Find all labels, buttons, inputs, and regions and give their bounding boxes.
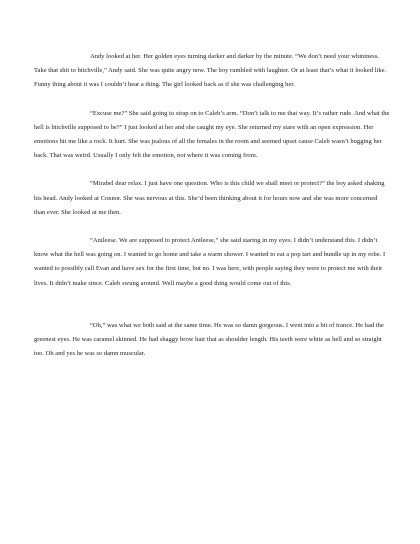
paragraph-3: “Mirabel dear relax. I just have one question. Who is this child we shall meet or protect?” the boy asked shaking his head. Andy looked at Connor. She was nervous at this. She’d been thinking about it for hours now and she was more concerned than ever. She looked at me then.: [34, 180, 385, 216]
paragraph-1: Andy looked at her. Her golden eyes turning darker and darker by the minute. “We don’t need your whininess. Take that shit to bitchville,” Andy said. She was quite angry now. The boy rumbled with laughter. Or at least that’s what it looked like. Funny thing about it was I couldn’t hear a thing. The girl looked back as if she was challenging her.: [34, 53, 387, 89]
paragraph-4: “Anileese. We are supposed to protect Anileese,” she said staring in my eyes. I didn’t understand this. I didn’t know what the hell was going on. I wanted to go home and take a warm shower. I wanted to eat a pop tart and bundle up in my robe. I wanted to possibly call Evan and have sex for the first time, but no. I was here, with people saying they were to protect me with their lives. It didn’t make since. Caleb swung around. Well maybe a good thing would come out of this.: [34, 237, 386, 287]
paragraph-5: “Oh,” was what we both said at the same time. He was so damn gorgeous. I went into a bit of trance. He had the greenest eyes. He was caramel skinned. He had shaggy brow hair that as shoulder length. His teeth were white as hell and so straight too. Oh and yes he was so damn muscular.: [34, 321, 384, 358]
document-body: [34, 50, 390, 361]
paragraph-2: “Excuse me?” She said going to strap on to Caleb’s arm. “Don’t talk to me that way. It’s rather rude. And what the hell is bitchville supposed to be?” I just looked at her and she caught my eye. She returned my stare with an open expression. Her emotions hit me like a rock. It hurt. She was jealous of all the females in the room and seemed upset cause Caleb wasn’t hugging her back. That was weird. Usually I only felt the emotion, not where it was coming from.: [34, 109, 390, 160]
